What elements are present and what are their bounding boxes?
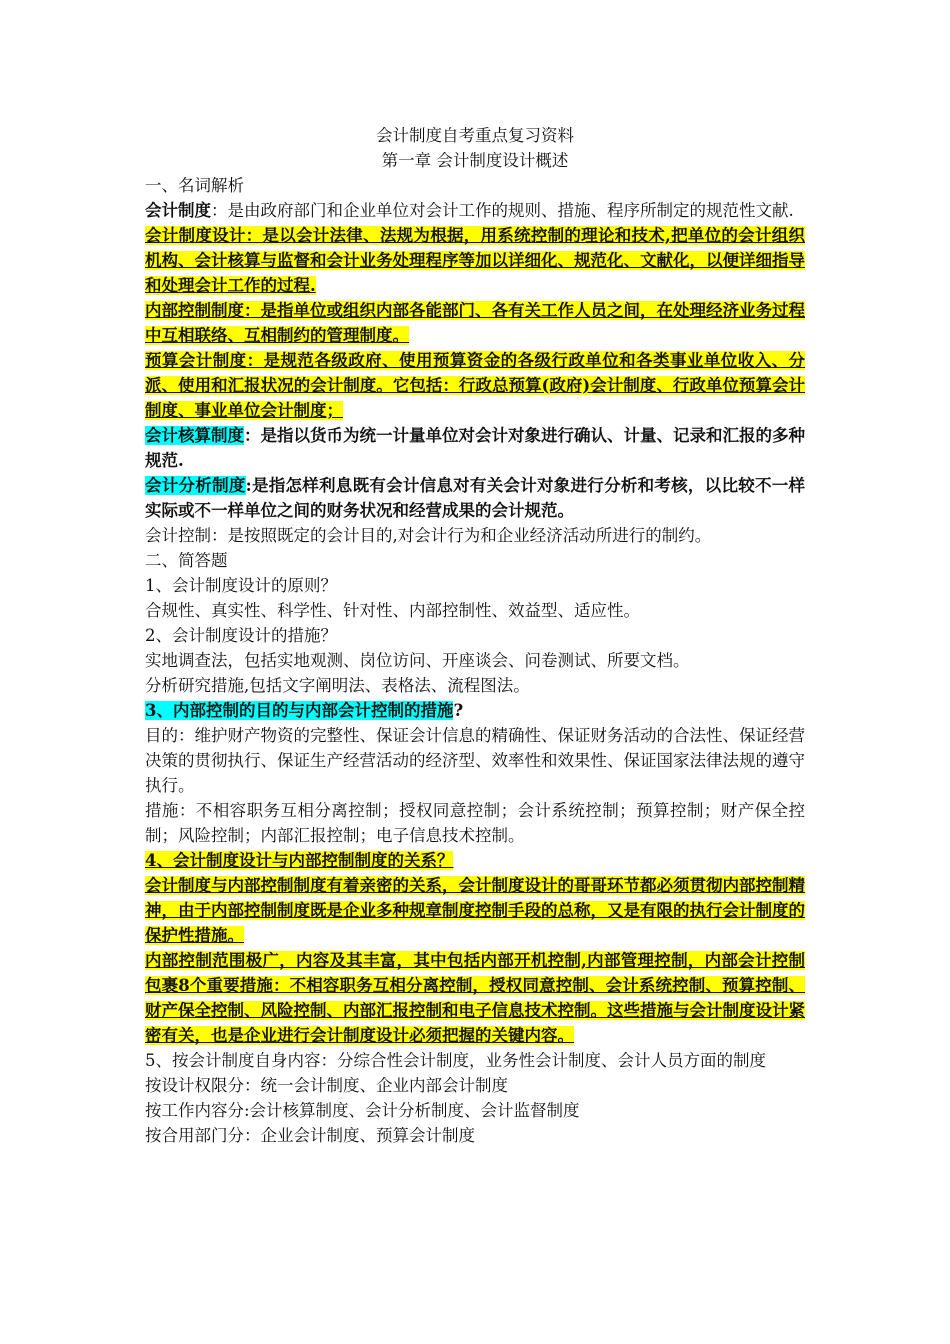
definition-text: :是指怎样利息既有会计信息对有关会计对象进行分析和考核，以比较不一样实际或不一样单位之间的财务状况和经营成果的会计规范。 [145, 476, 806, 520]
question-4-text: 4、会计制度设计与内部控制制度的关系？ [145, 851, 454, 870]
question-4 [145, 848, 805, 873]
definition-text: ：是指单位或组织内部各能部门、各有关工作人员之间，在处理经济业务过程中互相联络、互相制约的管理制度。 [145, 301, 805, 345]
definition-budget-accounting [145, 348, 805, 423]
definition-term: 内部控制制度 [145, 301, 244, 320]
section-heading-short-answers: 二、简答题 [145, 551, 228, 570]
question-5-line-2: 按设计权限分：统一会计制度、企业内部会计制度 [145, 1076, 508, 1095]
definition-system-design [145, 223, 805, 298]
question-2: 2、会计制度设计的措施？ [145, 626, 337, 645]
question-3 [145, 698, 805, 723]
question-5-line-3: 按工作内容分:会计核算制度、会计分析制度、会计监督制度 [145, 1101, 580, 1120]
answer-4-paragraph-2-text: 内部控制范围极广，内容及其丰富，其中包括内部开机控制,内部管理控制，内部会计控制包裹8个重要措施：不相容职务互相分离控制，授权同意控制、会计系统控制、预算控制、财产保全控制、风险控制、内部汇报控制和电子信息技术控制。这些措施与会计制度设计紧密有关，也是企业进行会计制度设计必须把握的关键内容。 [145, 951, 805, 1045]
answer-4-paragraph-2 [145, 948, 805, 1048]
definition-text: ：是规范各级政府、使用预算资金的各级行政单位和各类事业单位收入、分派、使用和汇报状况的会计制度。它包括：行政总预算(政府)会计制度、行政单位预算会计制度、事业单位会计制度； [145, 351, 806, 420]
definition-term: 会计核算制度 [145, 426, 244, 445]
definition-term: 会计分析制度 [145, 476, 246, 495]
answer-1: 合规性、真实性、科学性、针对性、内部控制性、效益型、适应性。 [145, 601, 640, 620]
answer-4-paragraph-1-text: 会计制度与内部控制制度有着亲密的关系，会计制度设计的哥哥环节都必须贯彻内部控制精神，由于内部控制制度既是企业多种规章制度控制手段的总称，又是有限的执行会计制度的保护性措施。 [145, 876, 805, 945]
definition-term: 预算会计制度 [145, 351, 247, 370]
question-3-text: 3、内部控制的目的与内部会计控制的措施 [145, 701, 454, 720]
definition-text: ：是以会计法律、法规为根据，用系统控制的理论和技术,把单位的会计组织机构、会计核算与监督和会计业务处理程序等加以详细化、规范化、文献化，以便详细指导和处理会计工作的过程. [145, 226, 805, 295]
definition-term: 会计制度设计 [145, 226, 246, 245]
definition-accounting-analysis [145, 473, 805, 523]
question-1: 1、会计制度设计的原则？ [145, 576, 337, 595]
definition-accounting-calculation [145, 423, 805, 473]
question-5-line-1: 5、按会计制度自身内容：分综合性会计制度，业务性会计制度、会计人员方面的制度 [145, 1051, 766, 1070]
definition-text: ：是指以货币为统一计量单位对会计对象进行确认、计量、记录和汇报的多种规范. [145, 426, 805, 470]
answer-2-line-1: 实地调查法，包括实地观测、岗位访问、开座谈会、问卷测试、所要文档。 [145, 651, 690, 670]
answer-2-line-2: 分析研究措施,包括文字阐明法、表格法、流程图法。 [145, 676, 530, 695]
definition-term: 会计制度 [145, 201, 211, 220]
definition-term: 会计控制 [145, 526, 211, 545]
definition-accounting-control [145, 523, 805, 548]
answer-4-paragraph-1 [145, 873, 805, 948]
definition-internal-control [145, 298, 805, 348]
section-heading-definitions: 一、名词解析 [145, 176, 244, 195]
definition-text: ：是由政府部门和企业单位对会计工作的规则、措施、程序所制定的规范性文献. [211, 201, 794, 220]
definition-accounting-system [145, 198, 805, 223]
answer-3-measures: 措施：不相容职务互相分离控制；授权同意控制；会计系统控制；预算控制；财产保全控制；风险控制；内部汇报控制；电子信息技术控制。 [145, 801, 805, 845]
chapter-title: 第一章 会计制度设计概述 [381, 151, 569, 170]
definition-text: ：是按照既定的会计目的,对会计行为和企业经济活动所进行的制约。 [211, 526, 712, 545]
answer-3-purpose: 目的：维护财产物资的完整性、保证会计信息的精确性、保证财务活动的合法性、保证经营决策的贯彻执行、保证生产经营活动的经济型、效率性和效果性、保证国家法律法规的遵守执行。 [145, 726, 805, 795]
question-5-line-4: 按合用部门分：企业会计制度、预算会计制度 [145, 1126, 475, 1145]
document-page [145, 123, 805, 1148]
question-3-mark: ? [453, 701, 464, 720]
document-title: 会计制度自考重点复习资料 [376, 126, 574, 145]
